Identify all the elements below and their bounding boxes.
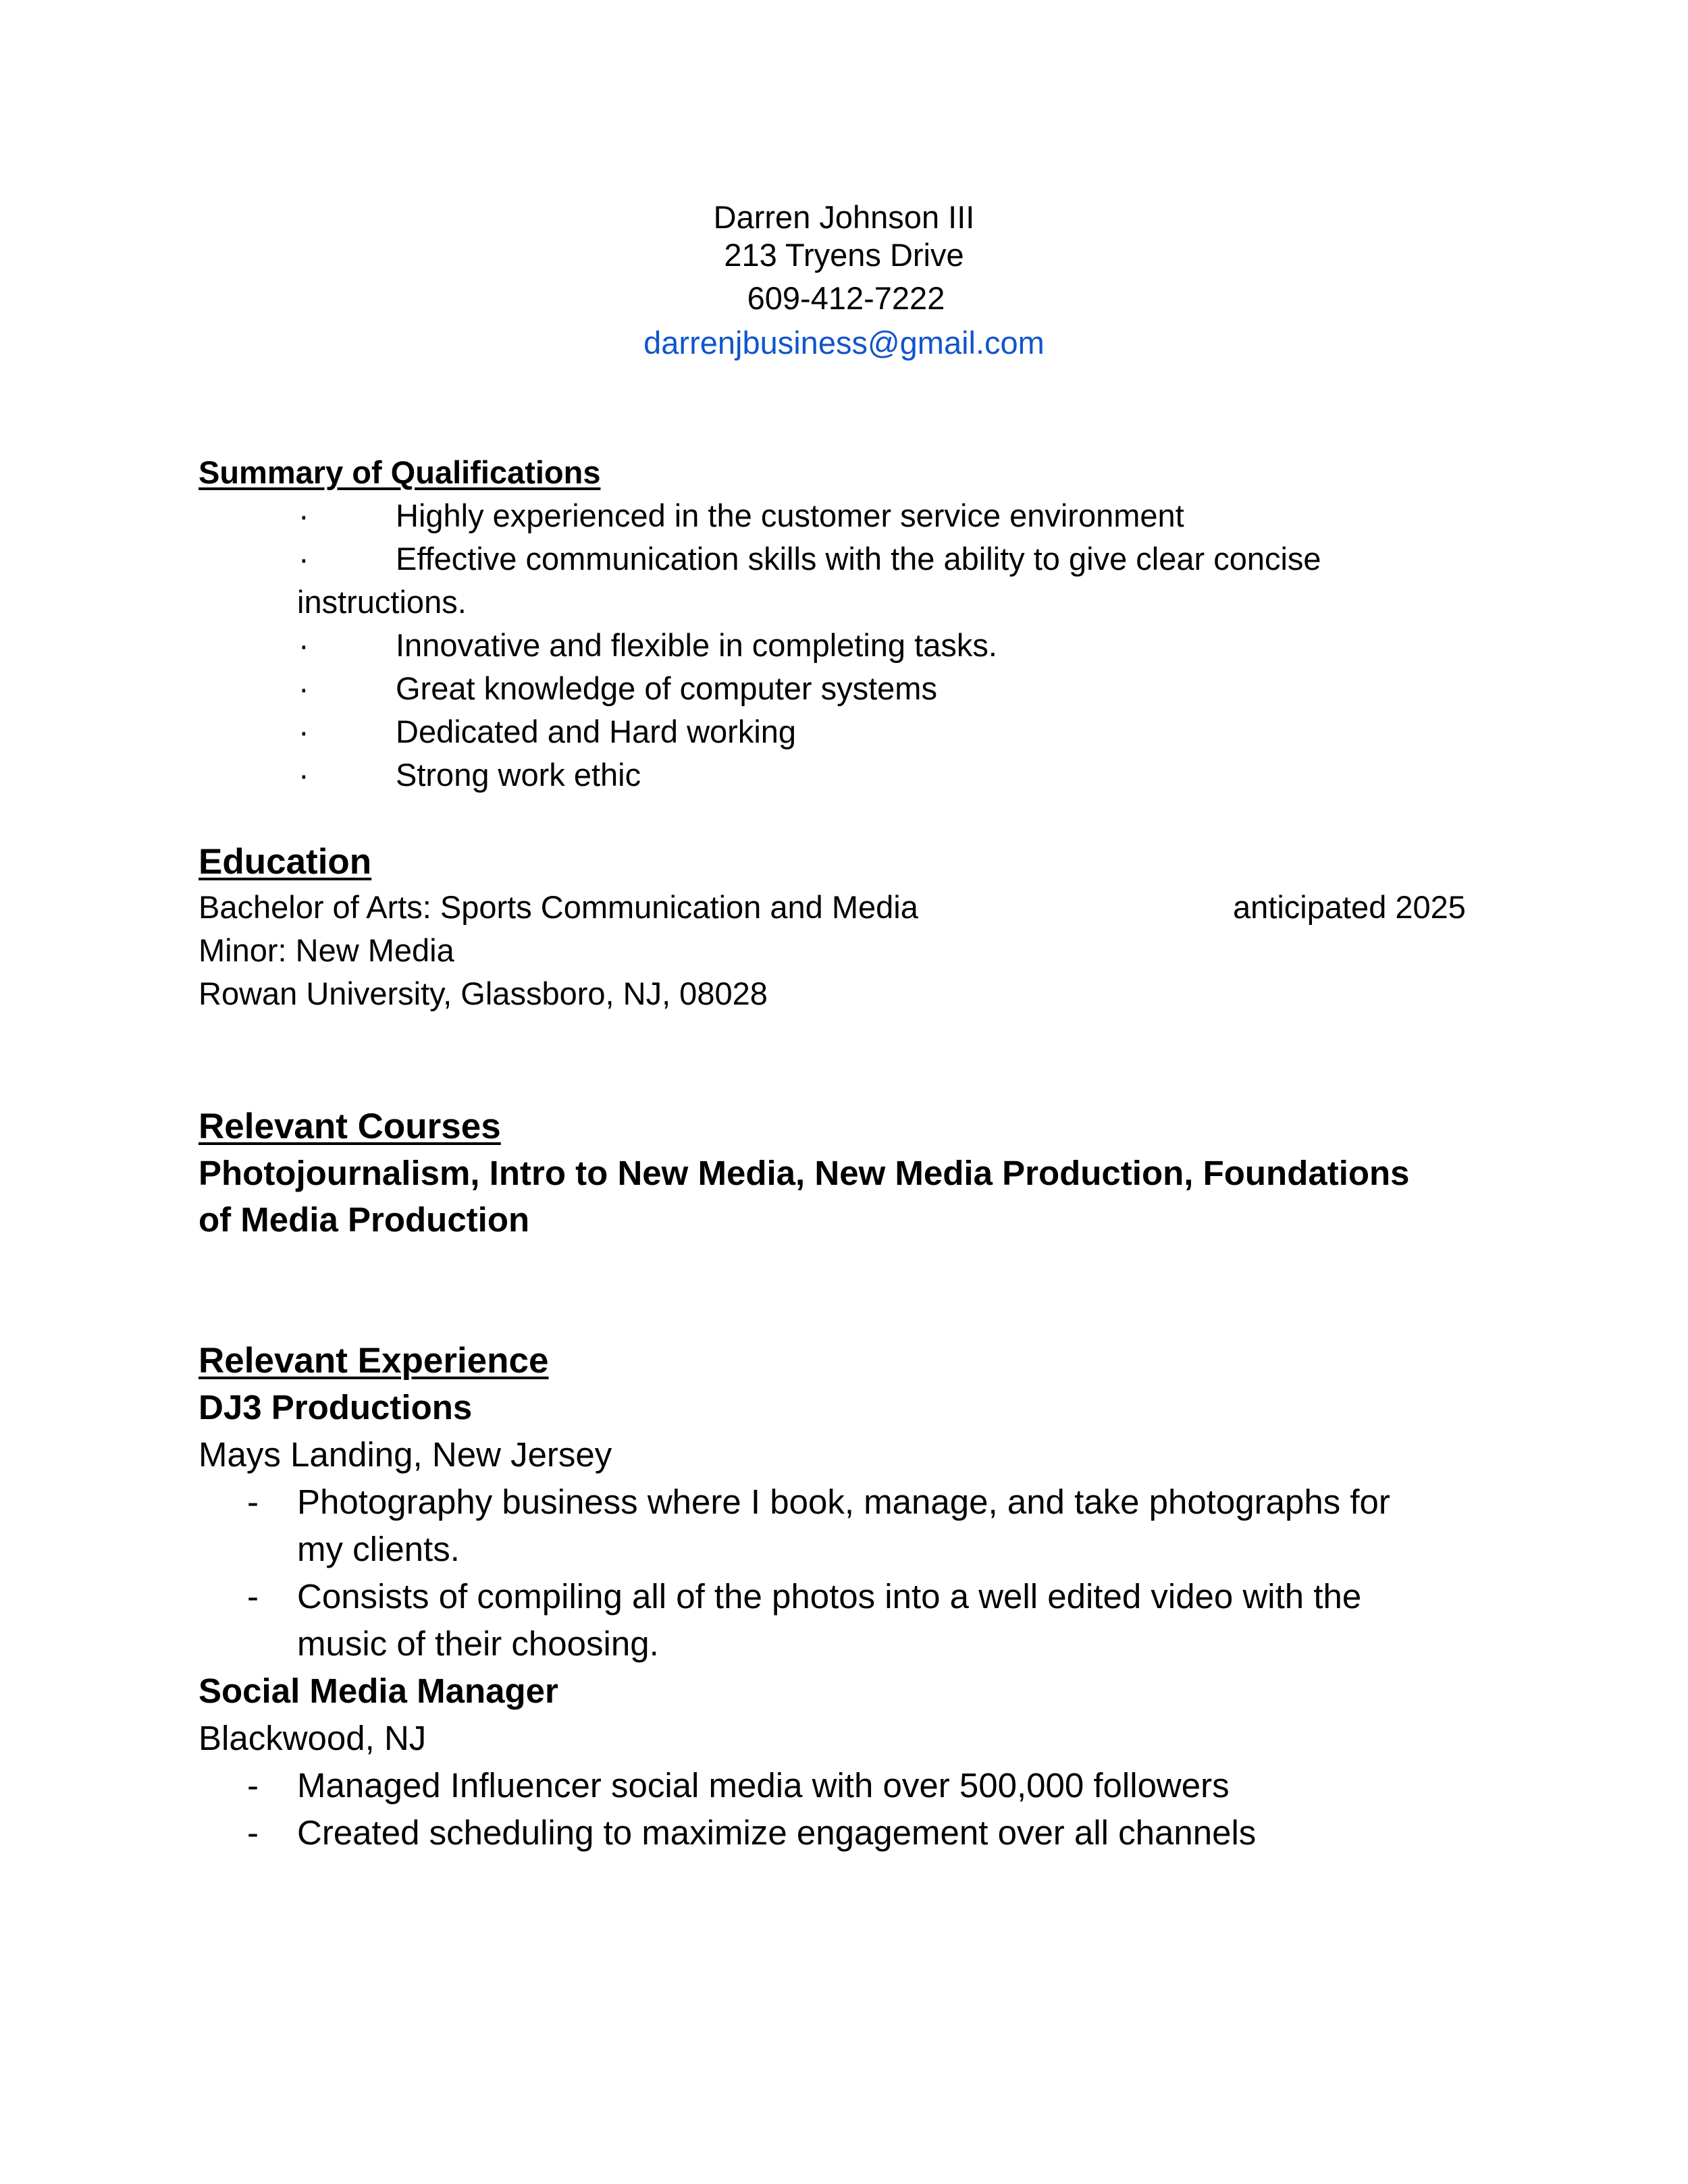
education-date: anticipated 2025 <box>1233 889 1466 925</box>
bullet-dot: · <box>298 670 309 706</box>
experience-heading: Relevant Experience <box>199 1341 549 1381</box>
summary-item: Great knowledge of computer systems <box>396 670 937 706</box>
education-minor: Minor: New Media <box>199 932 454 968</box>
dash-bullet: - <box>247 1766 259 1805</box>
bullet-dot: · <box>298 498 309 533</box>
job-location: Mays Landing, New Jersey <box>199 1435 612 1474</box>
summary-item: Effective communication skills with the ability to give clear concise <box>396 541 1321 577</box>
education-degree: Bachelor of Arts: Sports Communication and Media <box>199 889 918 925</box>
bullet-dot: · <box>298 757 309 793</box>
candidate-address: 213 Tryens Drive <box>724 237 964 273</box>
bullet-dot: · <box>298 714 309 749</box>
job-title: Social Media Manager <box>199 1672 558 1710</box>
job-bullet-continuation: music of their choosing. <box>297 1624 659 1663</box>
candidate-name: Darren Johnson III <box>713 199 975 235</box>
summary-item-continuation: instructions. <box>297 584 467 620</box>
bullet-dot: · <box>298 627 309 663</box>
summary-item: Strong work ethic <box>396 757 641 793</box>
education-school: Rowan University, Glassboro, NJ, 08028 <box>199 976 768 1011</box>
summary-heading: Summary of Qualifications <box>199 454 601 490</box>
job-title: DJ3 Productions <box>199 1388 473 1427</box>
job-bullet: Photography business where I book, manage, and take photographs for <box>297 1483 1390 1521</box>
summary-item: Dedicated and Hard working <box>396 714 797 749</box>
job-bullet: Consists of compiling all of the photos into a well edited video with the <box>297 1577 1362 1616</box>
job-bullet: Created scheduling to maximize engagement over all channels <box>297 1813 1257 1852</box>
courses-list: Photojournalism, Intro to New Media, New Media Production, Foundations <box>199 1154 1410 1192</box>
dash-bullet: - <box>247 1483 259 1521</box>
candidate-email-link[interactable]: darrenjbusiness@gmail.com <box>643 325 1045 361</box>
courses-list-continuation: of Media Production <box>199 1200 530 1239</box>
job-bullet-continuation: my clients. <box>297 1530 460 1568</box>
summary-item: Highly experienced in the customer service environment <box>396 498 1184 533</box>
job-location: Blackwood, NJ <box>199 1719 427 1757</box>
candidate-phone: 609-412-7222 <box>747 280 945 316</box>
dash-bullet: - <box>247 1813 259 1852</box>
job-bullet: Managed Influencer social media with over 500,000 followers <box>297 1766 1230 1805</box>
education-heading: Education <box>199 842 372 882</box>
summary-item: Innovative and flexible in completing tasks. <box>396 627 997 663</box>
courses-heading: Relevant Courses <box>199 1107 501 1146</box>
dash-bullet: - <box>247 1577 259 1616</box>
bullet-dot: · <box>298 541 309 577</box>
